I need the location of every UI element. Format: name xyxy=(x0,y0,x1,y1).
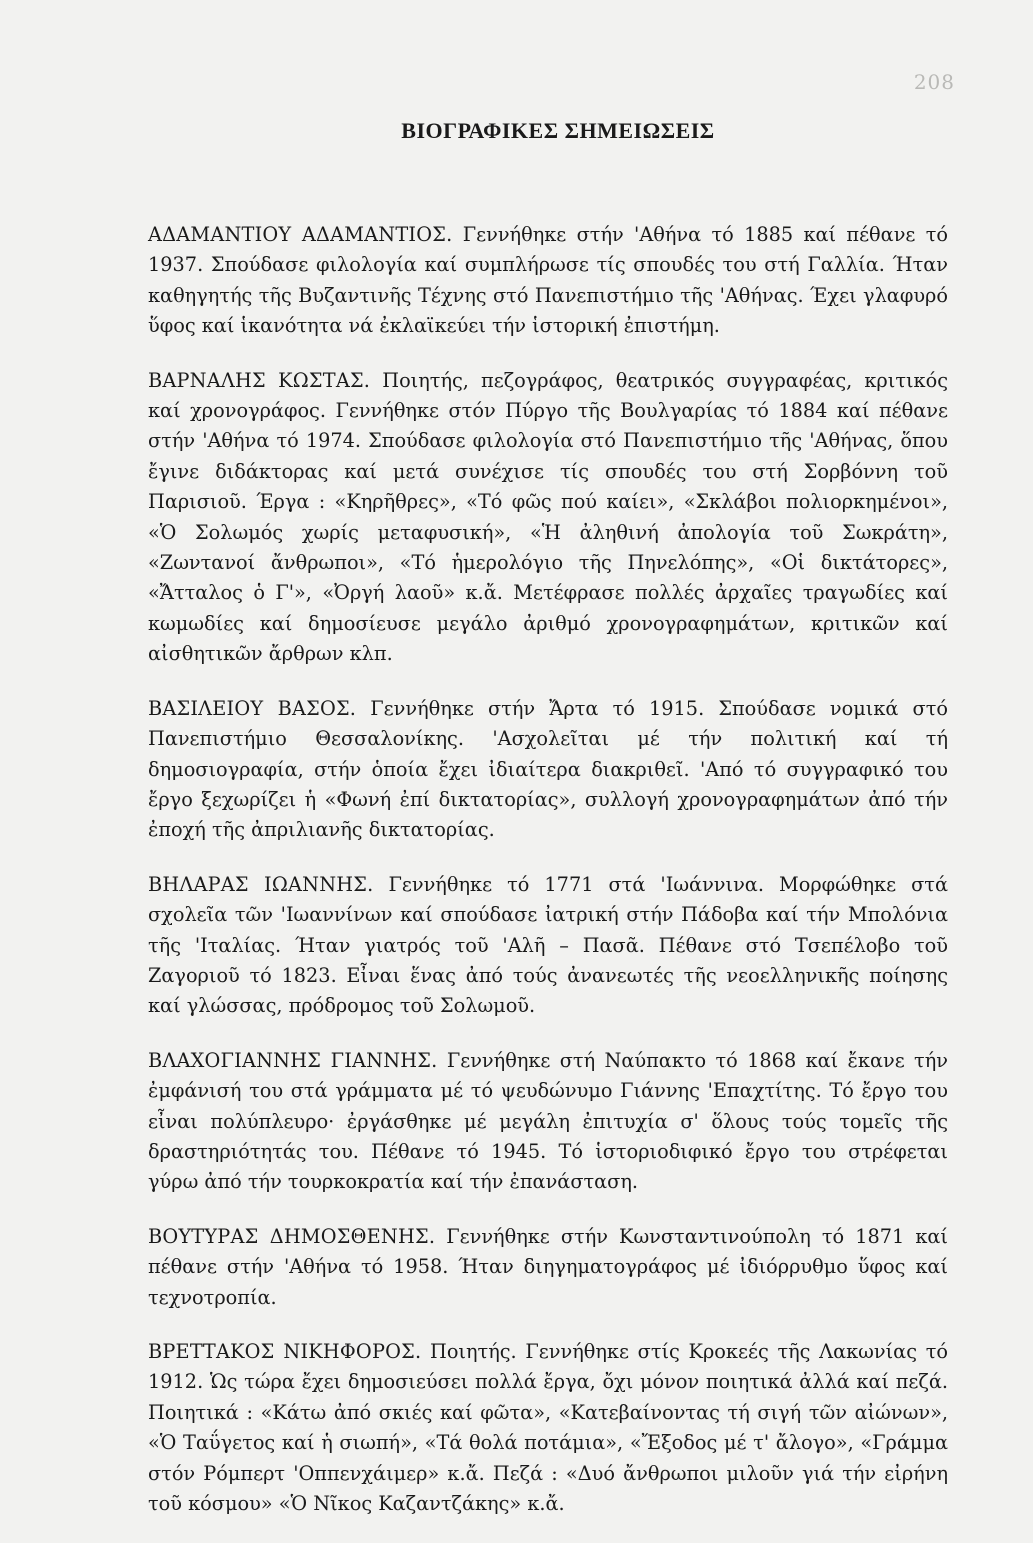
entry-name: ΒΟΥΤΥΡΑΣ ΔΗΜΟΣΘΕΝΗΣ. xyxy=(148,1224,436,1248)
entry-name: ΑΔΑΜΑΝΤΙΟΥ ΑΔΑΜΑΝΤΙΟΣ. xyxy=(148,223,453,246)
entry-text: Γεννήθηκε στήν Ἄρτα τό 1915. Σπούδασε νομικά στό Πανεπιστήμιο Θεσσαλονίκης. 'Ασχολεῖται μέ τήν πολιτική καί τή δημοσιογραφία, στήν ὁποία ἔχει ἰδιαίτερα διακριθεῖ. 'Από τό συγγραφικό του ἔργο ξεχωρίζει ἡ «Φωνή ἐπί δικτατορίας», συλλογή χρονογραφημάτων ἀπό τήν ἐποχή τῆς ἀπριλιανῆς δικτατορίας. xyxy=(148,696,948,842)
entry-name: ΒΛΑΧΟΓΙΑΝΝΗΣ ΓΙΑΝΝΗΣ. xyxy=(148,1048,438,1072)
bio-entry xyxy=(148,1046,948,1198)
entry-text: Γεννήθηκε στή Ναύπακτο τό 1868 καί ἔκανε τήν ἐμφάνισή του στά γράμματα μέ τό ψευδώνυμο Γιάννης 'Επαχτίτης. Τό ἔργο του εἶναι πολύπλευρο· ἐργάσθηκε μέ μεγάλη ἐπιτυχία σ' ὅλους τούς τομεῖς τῆς δραστηριότητάς του. Πέθανε τό 1945. Τό ἱστοριοδιφικό ἔργο του στρέφεται γύρω ἀπό τήν τουρκοκρατία καί τήν ἐπανάσταση. xyxy=(148,1048,948,1194)
entry-name: ΒΑΡΝΑΛΗΣ ΚΩΣΤΑΣ. xyxy=(148,368,371,392)
bio-entry xyxy=(148,1222,948,1313)
bio-entry xyxy=(148,220,948,342)
entry-text: Ποιητής, πεζογράφος, θεατρικός συγγραφέας, κριτικός καί χρονογράφος. Γεννήθηκε στόν Πύργο τῆς Βουλγαρίας τό 1884 καί πέθανε στήν 'Αθήνα τό 1974. Σπούδασε φιλολογία στό Πανεπιστήμιο τῆς 'Αθήνας, ὅπου ἔγινε διδάκτορας καί μετά συνέχισε τίς σπουδές του στή Σορβόννη τοῦ Παρισιοῦ. Έργα : «Κηρῆθρες», «Τό φῶς πού καίει», «Σκλάβοι πολιορκημένοι», «Ὁ Σολωμός χωρίς μεταφυσική», «Ἡ ἀληθινή ἀπολογία τοῦ Σωκράτη», «Ζωντανοί ἄνθρωποι», «Τό ἡμερολόγιο τῆς Πηνελόπης», «Οἱ δικτάτορες», «Ἄτταλος ὁ Γ'», «Ὀργή λαοῦ» κ.ἄ. Μετέφρασε πολλές ἀρχαῖες τραγωδίες καί κωμωδίες καί δημοσίευσε μεγάλο ἀριθμό χρονογραφημάτων, κριτικῶν καί αἰσθητικῶν ἄρθρων κλπ. xyxy=(148,368,949,666)
bio-entry xyxy=(148,1337,948,1519)
entry-text: Γεννήθηκε στήν Κωνσταντινούπολη τό 1871 καί πέθανε στήν 'Αθήνα τό 1958. Ήταν διηγηματογράφος μέ ἰδιόρρυθμο ὕφος καί τεχνοτροπία. xyxy=(148,1224,948,1309)
page-number: 208 xyxy=(913,70,955,94)
page-content xyxy=(148,118,948,1543)
entry-text: Γεννήθηκε στήν 'Αθήνα τό 1885 καί πέθανε τό 1937. Σπούδασε φιλολογία καί συμπλήρωσε τίς σπουδές του στή Γαλλία. Ήταν καθηγητής τῆς Βυζαντινῆς Τέχνης στό Πανεπιστήμιο τῆς 'Αθήνας. Έχει γλαφυρό ὕφος καί ἱκανότητα νά ἐκλαϊκεύει τήν ἱστορική ἐπιστήμη. xyxy=(148,223,948,338)
bio-entry xyxy=(148,694,948,846)
entry-text: Ποιητής. Γεννήθηκε στίς Κροκεές τῆς Λακωνίας τό 1912. Ὡς τώρα ἔχει δημοσιεύσει πολλά ἔργα, ὄχι μόνον ποιητικά ἀλλά καί πεζά. Ποιητικά : «Κάτω ἀπό σκιές καί φῶτα», «Κατεβαίνοντας τή σιγή τῶν αἰώνων», «Ὁ Ταΰγετος καί ἡ σιωπή», «Τά θολά ποτάμια», «Ἔξοδος μέ τ' ἄλογο», «Γράμμα στόν Ρόμπερτ 'Οππενχάιμερ» κ.ἄ. Πεζά : «Δυό ἄνθρωποι μιλοῦν γιά τήν εἰρήνη τοῦ κόσμου» «Ὁ Νῖκος Καζαντζάκης» κ.ἄ. xyxy=(148,1340,948,1516)
entry-name: ΒΡΕΤΤΑΚΟΣ ΝΙΚΗΦΟΡΟΣ. xyxy=(148,1340,422,1363)
entry-name: ΒΗΛΑΡΑΣ ΙΩΑΝΝΗΣ. xyxy=(148,872,374,896)
entry-text: Γεννήθηκε τό 1771 στά 'Ιωάννινα. Μορφώθηκε στά σχολεῖα τῶν 'Ιωαννίνων καί σπούδασε ἰατρική στήν Πάδοβα καί τήν Μπολόνια τῆς 'Ιταλίας. Ήταν γιατρός τοῦ 'Αλῆ – Πασᾶ. Πέθανε στό Τσεπέλοβο τοῦ Ζαγοριοῦ τό 1823. Εἶναι ἕνας ἀπό τούς ἀνανεωτές τῆς νεοελληνικῆς ποίησης καί γλώσσας, πρόδρομος τοῦ Σολωμοῦ. xyxy=(148,872,948,1018)
entry-name: ΒΑΣΙΛΕΙΟΥ ΒΑΣΟΣ. xyxy=(148,696,357,720)
page-title: ΒΙΟΓΡΑΦΙΚΕΣ ΣΗΜΕΙΩΣΕΙΣ xyxy=(401,118,715,143)
bio-entry xyxy=(148,366,948,670)
bio-entry xyxy=(148,870,948,1022)
